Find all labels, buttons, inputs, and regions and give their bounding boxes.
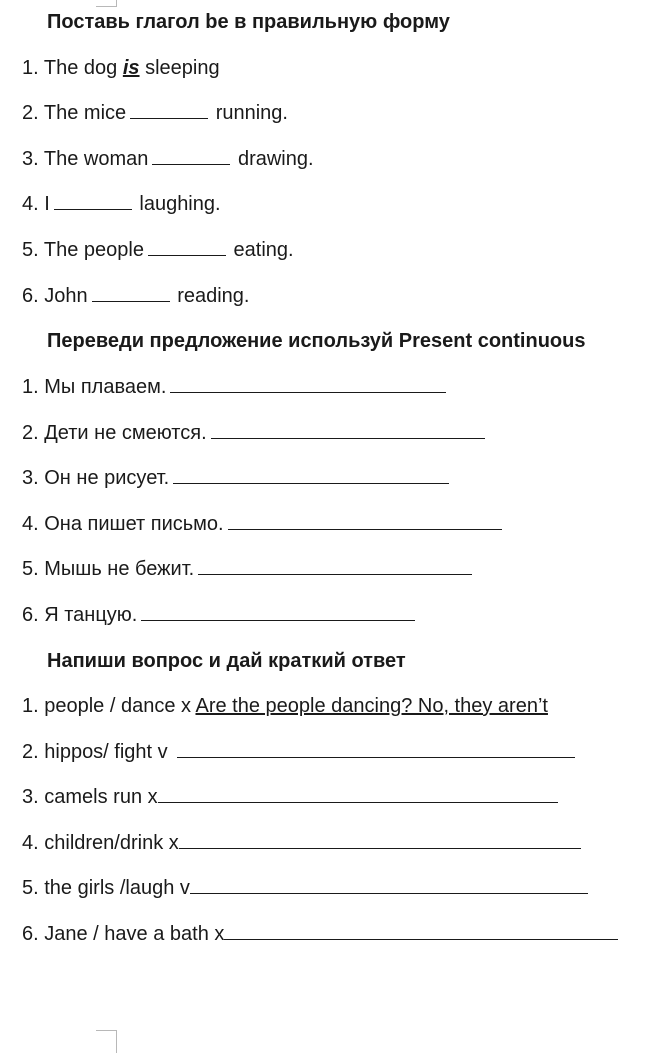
item-text: I bbox=[44, 193, 50, 215]
item-number: 6. bbox=[22, 285, 39, 307]
item-number: 3. bbox=[22, 148, 39, 170]
item-number: 5. bbox=[22, 239, 39, 261]
answer-blank[interactable] bbox=[130, 104, 208, 119]
item-number: 2. bbox=[22, 102, 39, 124]
item-number: 4. bbox=[22, 513, 39, 535]
item-text: hippos/ fight v bbox=[44, 741, 174, 763]
item-text: The mice bbox=[43, 102, 127, 124]
section3-item-2 bbox=[22, 740, 577, 764]
section1-item-5 bbox=[22, 238, 294, 262]
item-number: 6. bbox=[22, 923, 39, 945]
item-number: 2. bbox=[22, 422, 39, 444]
answer-blank[interactable] bbox=[211, 424, 485, 439]
filled-answer: Are the people dancing? No, they aren’t bbox=[195, 695, 548, 717]
section2-heading: Переведи предложение используй Present continuous bbox=[47, 330, 586, 352]
item-number: 5. bbox=[22, 558, 39, 580]
answer-blank[interactable] bbox=[148, 241, 226, 256]
item-number: 4. bbox=[22, 832, 39, 854]
answer-blank[interactable] bbox=[177, 743, 575, 758]
section3-heading: Напиши вопрос и дай краткий ответ bbox=[47, 650, 406, 672]
item-text-after: running. bbox=[215, 102, 288, 124]
item-text: Дети не смеются. bbox=[44, 422, 207, 444]
section3-item-5 bbox=[22, 876, 590, 900]
item-text: camels run x bbox=[44, 786, 158, 808]
section2-item-1 bbox=[22, 375, 448, 399]
section2-item-4 bbox=[22, 512, 504, 536]
item-number: 3. bbox=[22, 467, 39, 489]
answer-blank[interactable] bbox=[228, 515, 502, 530]
section3-item-4 bbox=[22, 831, 583, 855]
answer-blank[interactable] bbox=[173, 469, 449, 484]
item-text: The people bbox=[43, 239, 144, 261]
section2-item-2 bbox=[22, 421, 487, 445]
item-text: Я танцую. bbox=[44, 604, 138, 626]
section1-item-3 bbox=[22, 147, 314, 171]
item-text: Мышь не бежит. bbox=[44, 558, 195, 580]
item-number: 6. bbox=[22, 604, 39, 626]
item-number: 1. bbox=[22, 695, 39, 717]
section3-item-3 bbox=[22, 785, 560, 809]
filled-answer: is bbox=[122, 57, 140, 79]
item-text: The dog bbox=[43, 57, 123, 79]
answer-blank[interactable] bbox=[179, 834, 581, 849]
answer-blank[interactable] bbox=[92, 287, 170, 302]
item-text-after: drawing. bbox=[237, 148, 314, 170]
section3-item-1 bbox=[22, 694, 548, 718]
section3-item-6 bbox=[22, 922, 620, 946]
item-number: 1. bbox=[22, 376, 39, 398]
section1-item-4 bbox=[22, 192, 221, 216]
answer-blank[interactable] bbox=[170, 378, 446, 393]
item-text: Он не рисует. bbox=[44, 467, 170, 489]
item-number: 4. bbox=[22, 193, 39, 215]
section2-item-3 bbox=[22, 466, 451, 490]
item-text-after: sleeping bbox=[139, 57, 220, 79]
item-text-after: laughing. bbox=[139, 193, 221, 215]
item-number: 1. bbox=[22, 57, 39, 79]
answer-blank[interactable] bbox=[224, 925, 618, 940]
item-text: children/drink x bbox=[44, 832, 179, 854]
section1-heading: Поставь глагол be в правильную форму bbox=[47, 11, 450, 33]
item-text: Мы плаваем. bbox=[44, 376, 167, 398]
item-text: the girls /laugh v bbox=[44, 877, 190, 899]
answer-blank[interactable] bbox=[198, 560, 472, 575]
section2-item-5 bbox=[22, 557, 474, 581]
item-number: 3. bbox=[22, 786, 39, 808]
item-text: Jane / have a bath x bbox=[44, 923, 225, 945]
item-text: The woman bbox=[43, 148, 149, 170]
answer-blank[interactable] bbox=[141, 606, 415, 621]
answer-blank[interactable] bbox=[190, 879, 588, 894]
item-number: 2. bbox=[22, 741, 39, 763]
item-text-after: reading. bbox=[177, 285, 250, 307]
section1-item-2 bbox=[22, 101, 288, 125]
item-number: 5. bbox=[22, 877, 39, 899]
item-text-after: eating. bbox=[233, 239, 294, 261]
answer-blank[interactable] bbox=[54, 195, 132, 210]
section1-item-6 bbox=[22, 284, 249, 308]
item-text: John bbox=[44, 285, 88, 307]
page-corner-mark-bottom bbox=[96, 1030, 117, 1053]
section1-item-1 bbox=[22, 56, 220, 80]
section2-item-6 bbox=[22, 603, 417, 627]
answer-blank[interactable] bbox=[152, 150, 230, 165]
item-text: people / dance x bbox=[44, 695, 196, 717]
page-corner-mark-top bbox=[96, 0, 117, 7]
answer-blank[interactable] bbox=[158, 788, 558, 803]
item-text: Она пишет письмо. bbox=[44, 513, 224, 535]
